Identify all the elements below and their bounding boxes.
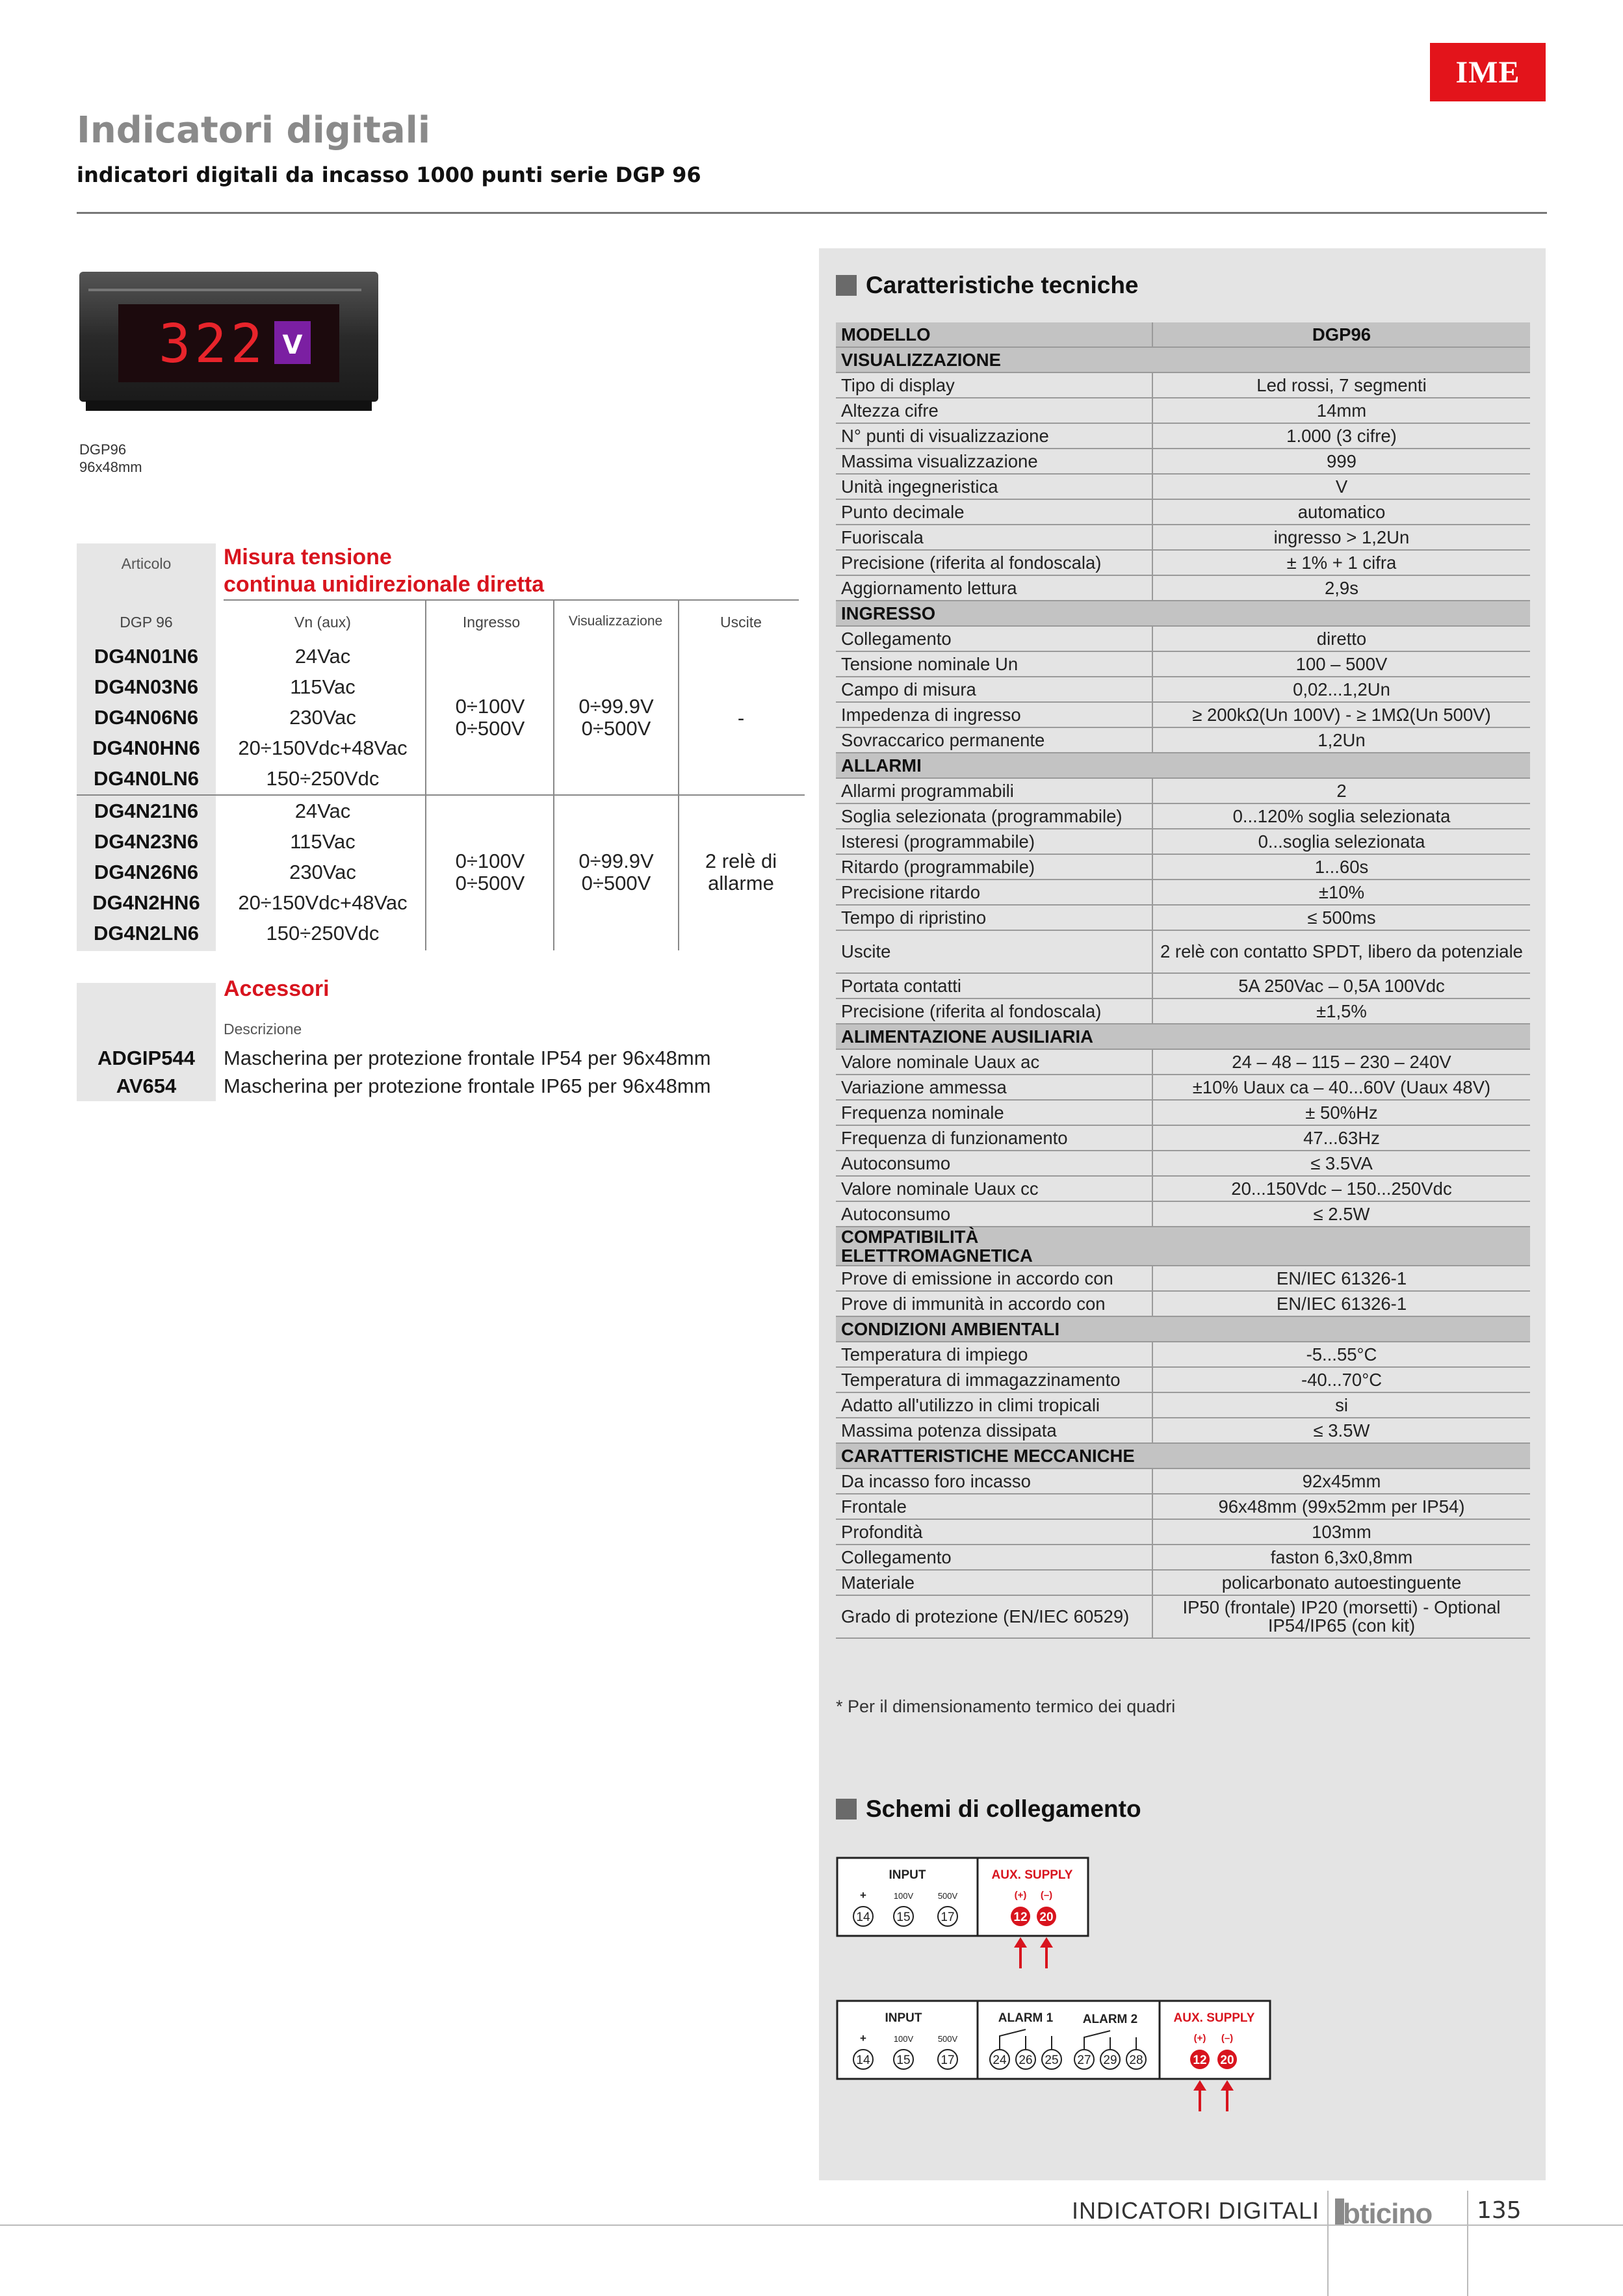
aux-label: AUX. SUPPLY — [991, 1868, 1073, 1882]
spec-key: Altezza cifre — [836, 398, 1152, 423]
svg-text:25: 25 — [1045, 2054, 1059, 2067]
uscite-value — [679, 850, 803, 894]
terminal — [938, 1907, 957, 1926]
spec-row — [836, 727, 1530, 753]
spec-row — [836, 372, 1530, 398]
arrow-up-icon — [1193, 2080, 1206, 2111]
spec-row — [836, 1342, 1530, 1367]
plus-label: + — [860, 2032, 866, 2044]
product-photo — [79, 267, 378, 416]
spec-value: 100 – 500V — [1152, 651, 1530, 677]
spec-row — [836, 1151, 1530, 1176]
spec-key: Temperatura di immagazzinamento — [836, 1367, 1152, 1392]
spec-row — [836, 1075, 1530, 1100]
col-sep-3 — [678, 599, 679, 950]
spec-value — [1152, 753, 1530, 778]
header-top-rule — [224, 599, 799, 601]
spec-key: Valore nominale Uaux ac — [836, 1049, 1152, 1075]
svg-text:17: 17 — [941, 1911, 955, 1924]
spec-key: Frequenza nominale — [836, 1100, 1152, 1125]
spec-row — [836, 803, 1530, 829]
spec-value: Led rossi, 7 segmenti — [1152, 372, 1530, 398]
article-title-line1: Misura tensione — [224, 545, 392, 569]
svg-text:14: 14 — [856, 2054, 870, 2067]
spec-key: Precisione (riferita al fondoscala) — [836, 550, 1152, 575]
spec-key: ALLARMI — [836, 753, 1152, 778]
footer-divider — [1327, 2191, 1329, 2296]
spec-header-row — [836, 322, 1530, 347]
spec-section-row — [836, 1443, 1530, 1468]
svg-text:12: 12 — [1193, 2054, 1207, 2067]
spec-section-row — [836, 1316, 1530, 1342]
spec-value: automatico — [1152, 499, 1530, 525]
aux-minus-label: (–) — [1221, 2033, 1234, 2044]
article-title-line2: continua unidirezionale diretta — [224, 572, 545, 597]
article-vn: 150÷250Vdc — [266, 767, 380, 790]
svg-text:24: 24 — [993, 2054, 1007, 2067]
spec-value: ≤ 2.5W — [1152, 1201, 1530, 1227]
spec-row — [836, 829, 1530, 854]
v500-label: 500V — [937, 1891, 958, 1901]
spec-value: ± 50%Hz — [1152, 1100, 1530, 1125]
svg-text:20: 20 — [1220, 2054, 1234, 2067]
spec-value: 103mm — [1152, 1519, 1530, 1545]
alarm2-label: ALARM 2 — [1082, 2013, 1138, 2026]
article-vn: 150÷250Vdc — [266, 922, 380, 945]
article-vn: 24Vac — [294, 645, 351, 668]
uscite-line: allarme — [708, 872, 774, 894]
spec-row — [836, 702, 1530, 727]
spec-key: Materiale — [836, 1570, 1152, 1595]
spec-value: faston 6,3x0,8mm — [1152, 1545, 1530, 1570]
bullet-square-icon — [836, 1799, 857, 1820]
spec-value: ≥ 200kΩ(Un 100V) - ≥ 1MΩ(Un 500V) — [1152, 702, 1530, 727]
vis-range — [554, 850, 679, 894]
spec-value: ±10% Uaux ca – 40...60V (Uaux 48V) — [1152, 1075, 1530, 1100]
svg-text:15: 15 — [896, 1911, 911, 1924]
spec-row — [836, 930, 1530, 973]
article-code: DG4N21N6 — [94, 800, 199, 822]
spec-value — [1152, 601, 1530, 626]
spec-row — [836, 449, 1530, 474]
spec-row — [836, 880, 1530, 905]
spec-row — [836, 1418, 1530, 1443]
ingresso-range — [426, 850, 554, 894]
spec-row — [836, 1545, 1530, 1570]
spec-key: Frontale — [836, 1494, 1152, 1519]
spec-section-row — [836, 347, 1530, 372]
article-code: DG4N2HN6 — [92, 891, 200, 914]
article-vn: 24Vac — [294, 800, 351, 822]
spec-row — [836, 905, 1530, 930]
aux-terminal — [1217, 2050, 1237, 2069]
aux-terminal — [1011, 1907, 1030, 1926]
page-subtitle: indicatori digitali da incasso 1000 punti serie DGP 96 — [77, 163, 701, 187]
spec-value: ≤ 3.5W — [1152, 1418, 1530, 1443]
spec-table — [836, 322, 1530, 1639]
spec-value — [1152, 1443, 1530, 1468]
spec-key: Valore nominale Uaux cc — [836, 1176, 1152, 1201]
col-header-visualizzazione: Visualizzazione — [568, 614, 663, 629]
v500-label: 500V — [937, 2034, 958, 2044]
specs-heading — [836, 272, 1139, 299]
terminal — [1126, 2050, 1146, 2069]
terminal — [938, 2050, 957, 2069]
v100-label: 100V — [893, 2034, 914, 2044]
spec-key: Tempo di ripristino — [836, 905, 1152, 930]
spec-value: 14mm — [1152, 398, 1530, 423]
col-header-model: DGP 96 — [120, 614, 173, 631]
terminal — [1042, 2050, 1061, 2069]
accessories-title: Accessori — [224, 976, 330, 1001]
footer-divider — [1467, 2191, 1468, 2296]
spec-key: Ritardo (programmabile) — [836, 854, 1152, 880]
vis-line: 0÷99.9V — [578, 850, 654, 872]
spec-key: ALIMENTAZIONE AUSILIARIA — [836, 1024, 1152, 1049]
spec-value: ±1,5% — [1152, 998, 1530, 1024]
spec-key: Punto decimale — [836, 499, 1152, 525]
alarm1-label: ALARM 1 — [998, 2011, 1054, 2025]
spec-value: 96x48mm (99x52mm per IP54) — [1152, 1494, 1530, 1519]
spec-key: Uscite — [836, 930, 1152, 973]
spec-value: EN/IEC 61326-1 — [1152, 1266, 1530, 1291]
spec-value: 47...63Hz — [1152, 1125, 1530, 1151]
spec-key: Prove di immunità in accordo con — [836, 1291, 1152, 1316]
article-code: DG4N23N6 — [94, 830, 199, 853]
spec-key: N° punti di visualizzazione — [836, 423, 1152, 449]
group-separator — [77, 794, 805, 796]
spec-key: Fuoriscala — [836, 525, 1152, 550]
col-sep-2 — [553, 599, 554, 950]
ingresso-line: 0÷500V — [455, 717, 525, 740]
article-code: DG4N2LN6 — [94, 922, 199, 945]
article-code: DG4N06N6 — [94, 706, 199, 729]
spec-row — [836, 1100, 1530, 1125]
plus-label: + — [860, 1889, 866, 1901]
uscite-value — [679, 707, 803, 729]
spec-key: Temperatura di impiego — [836, 1342, 1152, 1367]
spec-value: 5A 250Vac – 0,5A 100Vdc — [1152, 973, 1530, 998]
spec-row — [836, 1494, 1530, 1519]
uscite-line: 2 relè di — [705, 850, 777, 872]
aux-terminal — [1190, 2050, 1210, 2069]
spec-key: Unità ingegneristica — [836, 474, 1152, 499]
arrow-up-icon — [1040, 1937, 1053, 1968]
schemes-title: Schemi di collegamento — [866, 1795, 1141, 1822]
spec-value: ≤ 500ms — [1152, 905, 1530, 930]
spec-key: COMPATIBILITÀ ELETTROMAGNETICA — [836, 1227, 1152, 1266]
article-vn: 230Vac — [289, 706, 356, 729]
spec-row — [836, 998, 1530, 1024]
spec-row — [836, 854, 1530, 880]
spec-key: Impedenza di ingresso — [836, 702, 1152, 727]
spec-row — [836, 651, 1530, 677]
vis-line: 0÷500V — [581, 872, 651, 894]
aux-plus-label: (+) — [1193, 2033, 1206, 2044]
spec-value: diretto — [1152, 626, 1530, 651]
svg-text:bticino: bticino — [1343, 2198, 1433, 2228]
svg-text:15: 15 — [896, 2054, 911, 2067]
ime-logo: IME — [1430, 43, 1546, 101]
terminal — [1100, 2050, 1120, 2069]
spec-section-row — [836, 1227, 1530, 1266]
article-code: DG4N01N6 — [94, 645, 199, 668]
specs-title: Caratteristiche tecniche — [866, 272, 1139, 298]
spec-value — [1152, 1227, 1530, 1266]
spec-key: Portata contatti — [836, 973, 1152, 998]
terminal — [853, 1907, 873, 1926]
spec-value: ±10% — [1152, 880, 1530, 905]
ingresso-line: 0÷100V — [455, 695, 525, 718]
spec-row — [836, 1291, 1530, 1316]
spec-key: Soglia selezionata (programmabile) — [836, 803, 1152, 829]
footnote: * Per il dimensionamento termico dei quadri — [836, 1697, 1176, 1716]
spec-value: 1...60s — [1152, 854, 1530, 880]
spec-key: CARATTERISTICHE MECCANICHE — [836, 1443, 1152, 1468]
ingresso-line: 0÷100V — [455, 850, 525, 872]
display-unit: V — [282, 330, 303, 360]
spec-value: 92x45mm — [1152, 1468, 1530, 1494]
spec-row — [836, 474, 1530, 499]
spec-key: CONDIZIONI AMBIENTALI — [836, 1316, 1152, 1342]
product-caption — [79, 441, 142, 476]
acc-desc: Mascherina per protezione frontale IP54 per 96x48mm — [224, 1047, 711, 1069]
wiring-diagram-1 — [836, 1857, 1091, 1972]
spec-key: Variazione ammessa — [836, 1075, 1152, 1100]
spec-row — [836, 1125, 1530, 1151]
arrow-up-icon — [1014, 1937, 1027, 1968]
aux-label: AUX. SUPPLY — [1173, 2011, 1255, 2025]
aux-minus-label: (–) — [1040, 1890, 1053, 1901]
spec-section-row — [836, 1024, 1530, 1049]
spec-row — [836, 1176, 1530, 1201]
spec-key: Prove di emissione in accordo con — [836, 1266, 1152, 1291]
spec-key: Massima potenza dissipata — [836, 1418, 1152, 1443]
spec-row — [836, 1367, 1530, 1392]
page-title: Indicatori digitali — [77, 109, 431, 151]
svg-text:17: 17 — [941, 2054, 955, 2067]
spec-row — [836, 677, 1530, 702]
vis-line: 0÷99.9V — [578, 695, 654, 718]
spec-value: 20...150Vdc – 150...250Vdc — [1152, 1176, 1530, 1201]
spec-key: Profondità — [836, 1519, 1152, 1545]
spec-value: 2,9s — [1152, 575, 1530, 601]
acc-desc: Mascherina per protezione frontale IP65 per 96x48mm — [224, 1075, 711, 1097]
spec-section-row — [836, 601, 1530, 626]
caption-model: DGP96 — [79, 441, 127, 458]
terminal — [894, 1907, 913, 1926]
ingresso-range — [426, 696, 554, 740]
article-code: DG4N0LN6 — [94, 767, 199, 790]
spec-value: 0...soglia selezionata — [1152, 829, 1530, 854]
spec-value — [1152, 1024, 1530, 1049]
input-label: INPUT — [885, 2011, 922, 2025]
svg-text:28: 28 — [1129, 2054, 1143, 2067]
terminal — [894, 2050, 913, 2069]
spec-row — [836, 525, 1530, 550]
vis-range — [554, 696, 679, 740]
spec-key: Tensione nominale Un — [836, 651, 1152, 677]
uscite-line: - — [737, 707, 745, 729]
vis-line: 0÷500V — [581, 717, 651, 740]
spec-value: ingresso > 1,2Un — [1152, 525, 1530, 550]
spec-row — [836, 1201, 1530, 1227]
spec-row — [836, 1049, 1530, 1075]
ingresso-line: 0÷500V — [455, 872, 525, 894]
spec-value: ± 1% + 1 cifra — [1152, 550, 1530, 575]
article-code: DG4N26N6 — [94, 861, 199, 883]
spec-row — [836, 778, 1530, 803]
spec-row — [836, 423, 1530, 449]
spec-row — [836, 1519, 1530, 1545]
article-code: DG4N0HN6 — [92, 737, 200, 759]
spec-row — [836, 1595, 1530, 1638]
page-number: 135 — [1477, 2197, 1522, 2224]
spec-section-row — [836, 753, 1530, 778]
col-header-ingresso: Ingresso — [462, 614, 521, 631]
spec-key: Frequenza di funzionamento — [836, 1125, 1152, 1151]
spec-value — [1152, 1316, 1530, 1342]
col-header-vn: Vn (aux) — [294, 614, 351, 631]
spec-key: Sovraccarico permanente — [836, 727, 1152, 753]
articolo-header: Articolo — [77, 543, 216, 584]
spec-value: 24 – 48 – 115 – 230 – 240V — [1152, 1049, 1530, 1075]
article-vn: 115Vac — [290, 830, 356, 853]
spec-key: Autoconsumo — [836, 1151, 1152, 1176]
spec-key: Massima visualizzazione — [836, 449, 1152, 474]
spec-row — [836, 1392, 1530, 1418]
spec-key: INGRESSO — [836, 601, 1152, 626]
input-label: INPUT — [889, 1868, 926, 1882]
article-vn: 20÷150Vdc+48Vac — [238, 737, 408, 759]
spec-value: policarbonato autoestinguente — [1152, 1570, 1530, 1595]
spec-key: Autoconsumo — [836, 1201, 1152, 1227]
spec-key: Precisione (riferita al fondoscala) — [836, 998, 1152, 1024]
article-vn: 115Vac — [290, 675, 356, 698]
article-code: DG4N03N6 — [94, 675, 199, 698]
svg-text:27: 27 — [1077, 2054, 1091, 2067]
spec-row — [836, 1468, 1530, 1494]
v100-label: 100V — [893, 1891, 914, 1901]
aux-plus-label: (+) — [1014, 1890, 1027, 1901]
spec-key: Grado di protezione (EN/IEC 60529) — [836, 1595, 1152, 1638]
spec-value: si — [1152, 1392, 1530, 1418]
spec-key: MODELLO — [836, 322, 1152, 347]
spec-value: 0,02...1,2Un — [1152, 677, 1530, 702]
spec-value: 2 relè con contatto SPDT, libero da potenziale — [1152, 930, 1530, 973]
bullet-square-icon — [836, 275, 857, 296]
svg-text:20: 20 — [1039, 1911, 1054, 1924]
spec-value: ≤ 3.5VA — [1152, 1151, 1530, 1176]
svg-text:26: 26 — [1019, 2054, 1033, 2067]
spec-key: Adatto all'utilizzo in climi tropicali — [836, 1392, 1152, 1418]
spec-key: Isteresi (programmabile) — [836, 829, 1152, 854]
svg-text:12: 12 — [1013, 1911, 1028, 1924]
spec-value: EN/IEC 61326-1 — [1152, 1291, 1530, 1316]
spec-value: 1,2Un — [1152, 727, 1530, 753]
article-vn: 230Vac — [289, 861, 356, 883]
article-table-title — [224, 543, 544, 598]
terminal — [853, 2050, 873, 2069]
spec-key: Tipo di display — [836, 372, 1152, 398]
terminal — [1074, 2050, 1094, 2069]
spec-key: Allarmi programmabili — [836, 778, 1152, 803]
spec-key: Campo di misura — [836, 677, 1152, 702]
display-digits: 322 — [158, 313, 267, 375]
spec-value: V — [1152, 474, 1530, 499]
spec-value: 2 — [1152, 778, 1530, 803]
spec-key: Precisione ritardo — [836, 880, 1152, 905]
spec-row — [836, 550, 1530, 575]
spec-row — [836, 1570, 1530, 1595]
spec-key: VISUALIZZAZIONE — [836, 347, 1152, 372]
spec-row — [836, 398, 1530, 423]
spec-value: -5...55°C — [1152, 1342, 1530, 1367]
acc-code: AV654 — [116, 1075, 177, 1097]
spec-value: 1.000 (3 cifre) — [1152, 423, 1530, 449]
spec-value: -40...70°C — [1152, 1367, 1530, 1392]
header-divider — [77, 212, 1547, 214]
terminal — [990, 2050, 1009, 2069]
arrow-up-icon — [1221, 2080, 1234, 2111]
spec-key: Collegamento — [836, 626, 1152, 651]
acc-desc-header: Descrizione — [224, 1021, 302, 1037]
spec-key: Da incasso foro incasso — [836, 1468, 1152, 1494]
caption-size: 96x48mm — [79, 459, 142, 475]
col-header-uscite: Uscite — [720, 614, 762, 631]
spec-key: Collegamento — [836, 1545, 1152, 1570]
bticino-logo — [1334, 2195, 1464, 2228]
spec-key: Aggiornamento lettura — [836, 575, 1152, 601]
aux-terminal — [1037, 1907, 1056, 1926]
spec-row — [836, 575, 1530, 601]
schemes-heading — [836, 1795, 1141, 1823]
spec-row — [836, 626, 1530, 651]
spec-value: IP50 (frontale) IP20 (morsetti) - Optional IP54/IP65 (con kit) — [1152, 1595, 1530, 1638]
col-sep-1 — [425, 599, 426, 950]
wiring-diagram-2 — [836, 2000, 1273, 2115]
spec-value: DGP96 — [1152, 322, 1530, 347]
article-vn: 20÷150Vdc+48Vac — [238, 891, 408, 914]
footer-section: INDICATORI DIGITALI — [1071, 2197, 1319, 2224]
spec-value: 0...120% soglia selezionata — [1152, 803, 1530, 829]
spec-row — [836, 1266, 1530, 1291]
spec-value — [1152, 347, 1530, 372]
spec-row — [836, 499, 1530, 525]
terminal — [1016, 2050, 1035, 2069]
spec-row — [836, 973, 1530, 998]
svg-text:29: 29 — [1103, 2054, 1117, 2067]
svg-text:14: 14 — [856, 1911, 870, 1924]
acc-code: ADGIP544 — [97, 1047, 195, 1069]
spec-value: 999 — [1152, 449, 1530, 474]
